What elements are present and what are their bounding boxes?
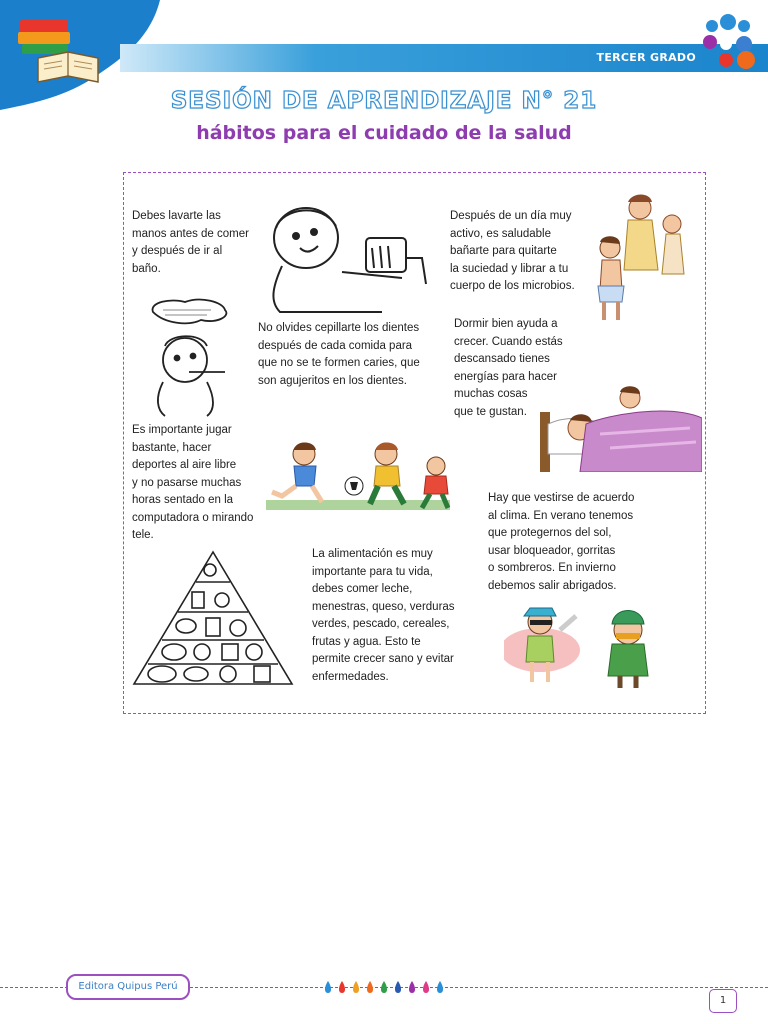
weather-clothing-illustration-icon (504, 600, 672, 690)
color-dots-icon (698, 12, 758, 72)
soccer-illustration-icon (266, 440, 450, 518)
teeth-text: No olvides cepillarte los dientes después de cada comida para que no se te formen caries, que son agujeritos en los dientes. (258, 322, 420, 387)
bathing-illustration-icon (588, 190, 694, 326)
sleep-text: Dormir bien ayuda a crecer. Cuando estás descansado tienes energías para hacer muchas cosas que te gustan. (454, 318, 563, 418)
handwashing-illustration-icon (262, 198, 434, 316)
food-text: La alimentación es muy importante para tu vida, debes comer leche, menestras, queso, verduras verdes, pescado, cereales, frutas y agua. Esto te permite crecer sano y evitar enfermedades. (312, 548, 455, 683)
page-number: 1 (709, 989, 737, 1013)
publisher-badge: Editora Quipus Perú (66, 974, 190, 1000)
sleep-illustration-icon (540, 384, 702, 472)
handwashing-text: Debes lavarte las manos antes de comer y después de ir al baño. (132, 210, 249, 275)
grade-label: TERCER GRADO (596, 51, 696, 64)
clothing-text: Hay que vestirse de acuerdo al clima. En verano tenemos que protegernos del sol, usar bloqueador, gorritas o sombreros. En invierno debemos salir abrigados. (488, 492, 635, 592)
play-text: Es importante jugar bastante, hacer deportes al aire libre y no pasarse muchas horas sentado en la computadora o mirando tele. (132, 424, 254, 541)
bathing-text: Después de un día muy activo, es saludable bañarte para quitarte la suciedad y librar a tu cuerpo de los microbios. (450, 210, 575, 292)
page-subtitle: hábitos para el cuidado de la salud (196, 122, 572, 144)
toothbrush-illustration-icon (145, 298, 237, 418)
page-title: SESIÓN DE APRENDIZAJE N° 21 (170, 88, 598, 114)
food-pyramid-illustration-icon (130, 548, 296, 690)
color-drops-icon (322, 977, 446, 997)
